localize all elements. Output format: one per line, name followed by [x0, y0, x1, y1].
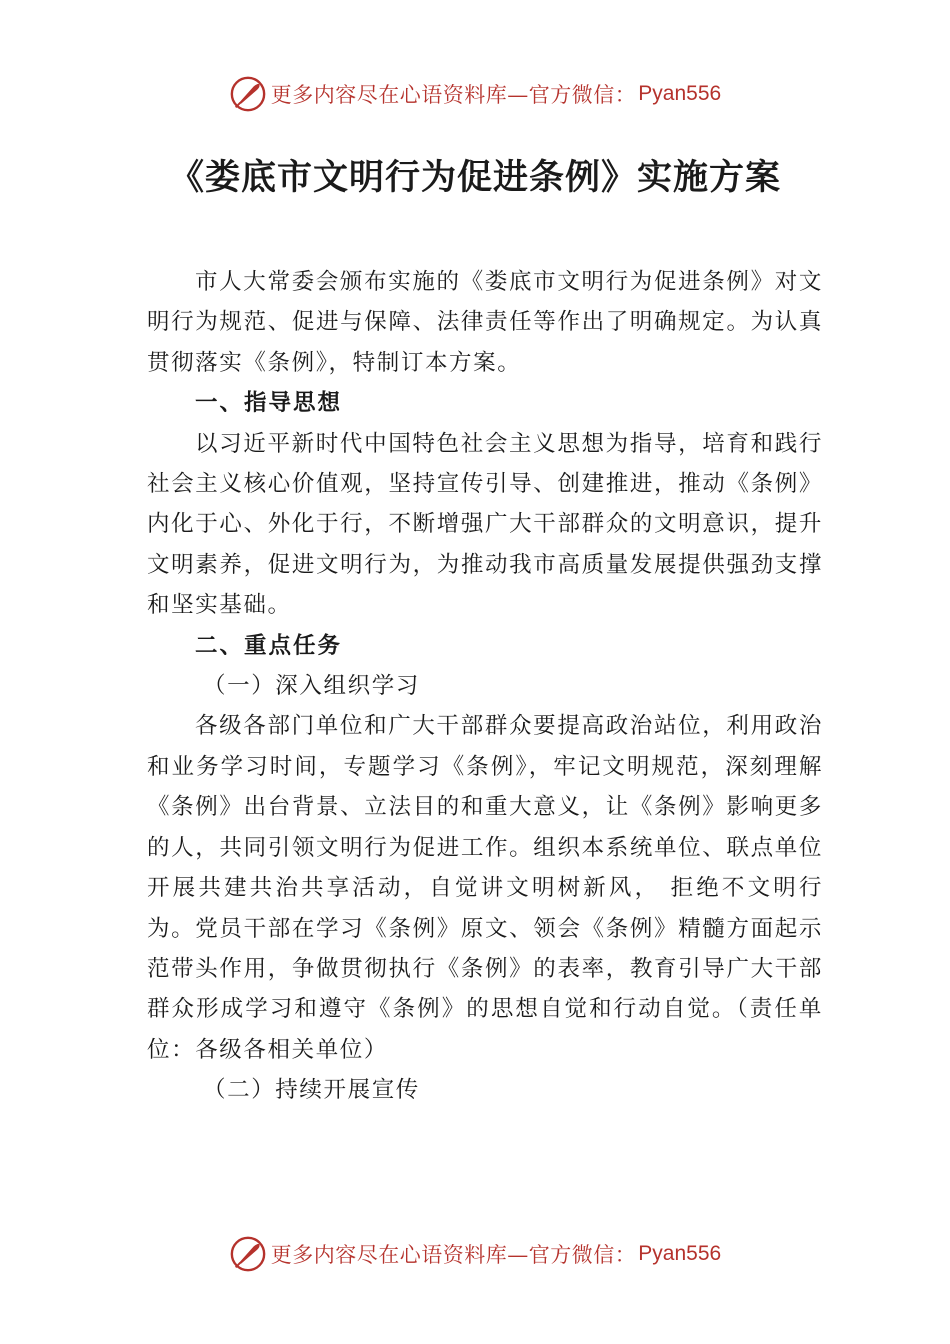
- subsection-heading-publicity: （二）持续开展宣传: [203, 1077, 420, 1104]
- pen-feather-logo-icon: [229, 1235, 267, 1273]
- watermark-banner-bottom: [0, 1232, 950, 1276]
- watermark-text: 更多内容尽在心语资料库—官方微信：: [270, 83, 637, 107]
- subsection-heading-organize-study: （一）深入组织学习: [203, 673, 420, 700]
- pen-feather-logo-icon: [229, 75, 267, 113]
- watermark-wechat-id: Pyan556: [638, 82, 722, 105]
- subsection-paragraph-organize-study: 各级各部门单位和广大干部群众要提高政治站位，利用政治和业务学习时间，专题学习《条例》，牢记文明规范，深刻理解《条例》出台背景、立法目的和重大意义，让《条例》影响更多的人，共同引领文明行为促进工作。组织本系统单位、联点单位开展共建共治共享活动，自觉讲文明树新风， 拒绝不文明行为。党员干部在学习《条例》原文、领会《条例》精髓方面起示范带头作用，争做贯彻执行《条例》的表率，教育引导广大干部群众形成学习和遵守《条例》的思想自觉和行动自觉。（责任单位：各级各相关单位）: [147, 713, 823, 1063]
- section-paragraph-guiding-ideology: 以习近平新时代中国特色社会主义思想为指导，培育和践行社会主义核心价值观，坚持宣传引导、创建推进，推动《条例》内化于心、外化于行，不断增强广大干部群众的文明意识，提升文明素养，促进文明行为，为推动我市高质量发展提供强劲支撑和坚实基础。: [147, 430, 823, 619]
- document-body: [147, 262, 823, 1111]
- watermark-text: 更多内容尽在心语资料库—官方微信：: [270, 1243, 637, 1267]
- watermark-banner-top: [0, 72, 950, 116]
- document-title: 《娄底市文明行为促进条例》实施方案: [168, 157, 781, 198]
- intro-paragraph: 市人大常委会颁布实施的《娄底市文明行为促进条例》对文明行为规范、促进与保障、法律责任等作出了明确规定。为认真贯彻落实《条例》，特制订本方案。: [147, 269, 823, 376]
- section-heading-guiding-ideology: 一、指导思想: [195, 390, 343, 417]
- watermark-wechat-id: Pyan556: [638, 1242, 722, 1265]
- section-heading-key-tasks: 二、重点任务: [195, 632, 343, 659]
